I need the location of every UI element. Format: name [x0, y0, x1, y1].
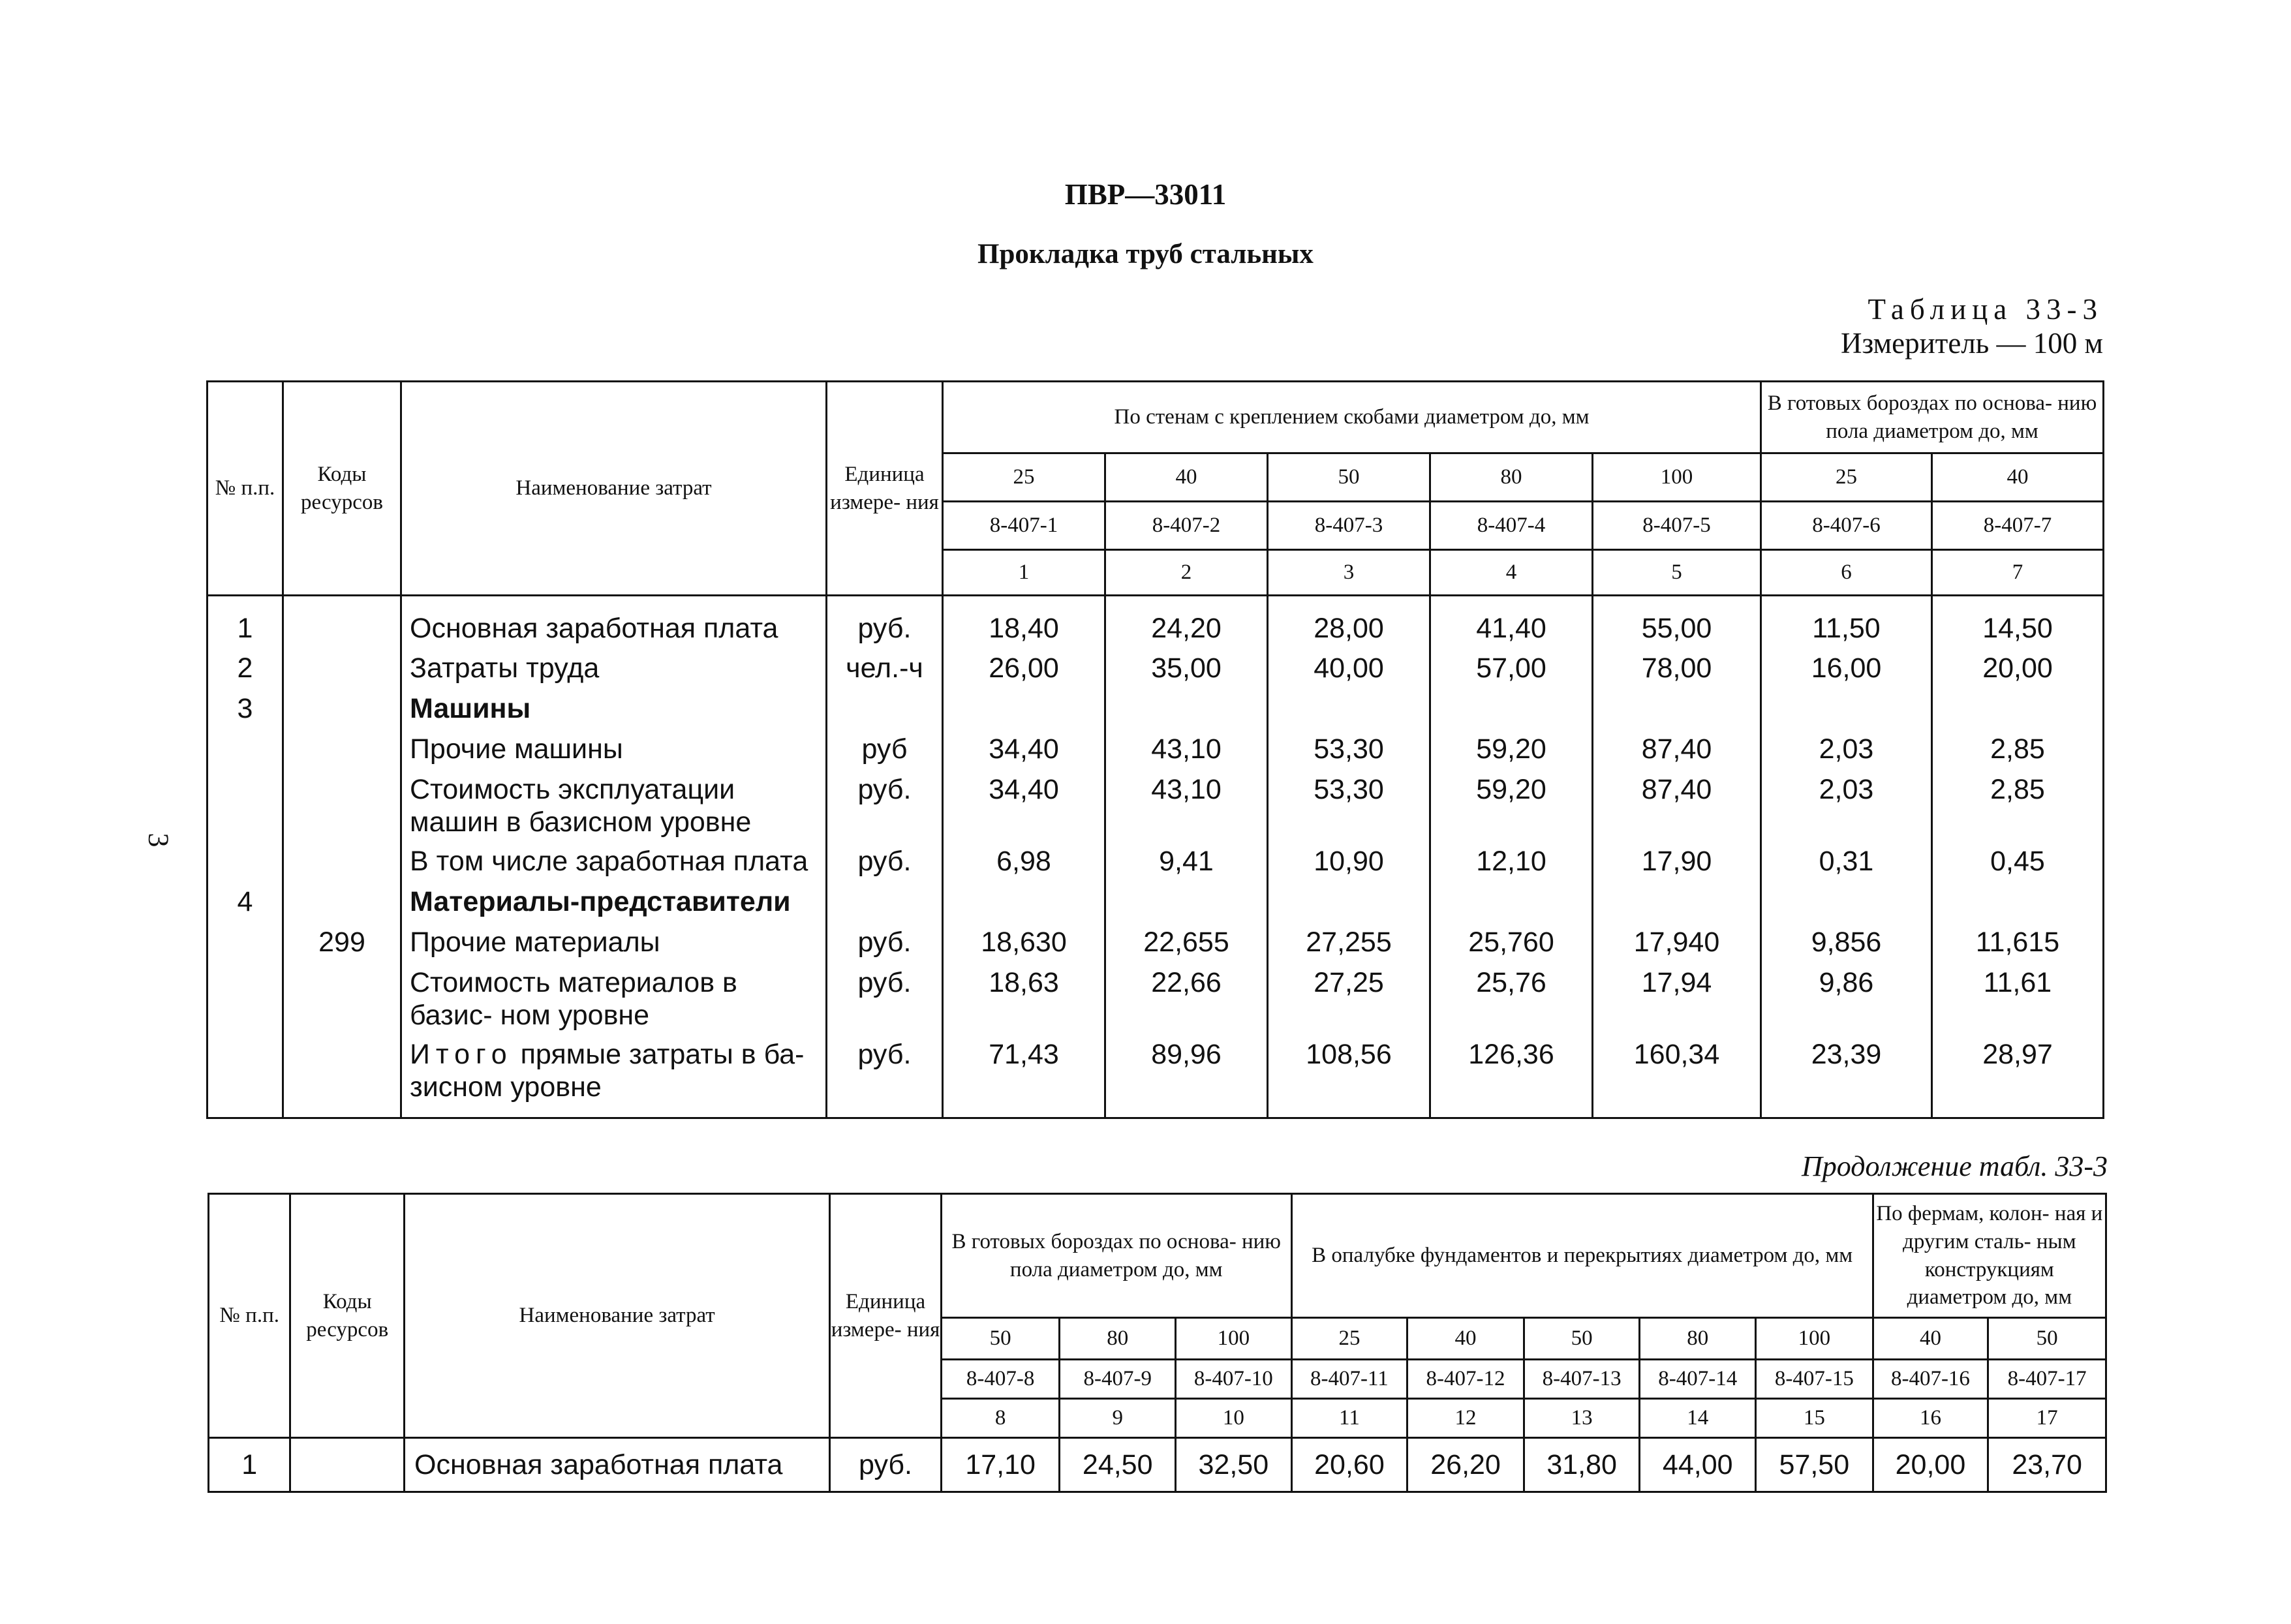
column-number-cell: 10	[1176, 1399, 1292, 1438]
cost-name: Машины	[401, 692, 827, 733]
norm-code-cell: 8-407-11	[1291, 1360, 1407, 1399]
row-number	[208, 966, 283, 1038]
value-cell: 18,40	[943, 596, 1105, 652]
value-cell: 26,20	[1407, 1438, 1524, 1492]
value-cell: 11,615	[1932, 926, 2104, 966]
table-row	[208, 692, 2104, 733]
norm-code-cell: 8-407-2	[1105, 502, 1268, 550]
value-cell: 0,45	[1932, 845, 2104, 885]
value-cell: 44,00	[1640, 1438, 1756, 1492]
header-group-grooves: В готовых бороздах по основа- нию пола диаметром до, мм	[1761, 382, 2104, 453]
table-row	[208, 966, 2104, 1038]
value-cell: 41,40	[1430, 596, 1593, 652]
value-cell	[1593, 692, 1761, 733]
row-number	[208, 773, 283, 845]
measure-unit: Измеритель — 100 м	[1840, 327, 2103, 360]
table-row	[208, 596, 2104, 652]
value-cell: 59,20	[1430, 733, 1593, 773]
value-cell: 14,50	[1932, 596, 2104, 652]
column-number-cell: 16	[1873, 1399, 1988, 1438]
resource-code	[283, 885, 401, 926]
norm-code-cell: 8-407-9	[1060, 1360, 1176, 1399]
table-row	[208, 885, 2104, 926]
value-cell: 23,70	[1988, 1438, 2106, 1492]
table-row	[208, 1038, 2104, 1118]
diameter-cell: 80	[1060, 1318, 1176, 1360]
value-cell: 0,31	[1761, 845, 1932, 885]
resource-code	[283, 692, 401, 733]
column-number-cell: 9	[1060, 1399, 1176, 1438]
header-no: № п.п.	[208, 382, 283, 596]
header-codes: Коды ресурсов	[283, 382, 401, 596]
value-cell	[943, 885, 1105, 926]
value-cell: 78,00	[1593, 652, 1761, 692]
unit-cell: чел.-ч	[827, 652, 943, 692]
table-row	[208, 733, 2104, 773]
unit-cell: руб.	[827, 966, 943, 1038]
header-group-walls: По стенам с креплением скобами диаметром до, мм	[943, 382, 1761, 453]
value-cell: 16,00	[1761, 652, 1932, 692]
value-cell: 24,50	[1060, 1438, 1176, 1492]
value-cell: 31,80	[1524, 1438, 1640, 1492]
table2-header	[209, 1194, 2106, 1438]
row-number	[208, 845, 283, 885]
value-cell	[1761, 885, 1932, 926]
page-number: 3	[142, 833, 175, 848]
unit-cell: руб.	[827, 1038, 943, 1118]
header-codes: Коды ресурсов	[290, 1194, 405, 1438]
norm-code-cell: 8-407-13	[1524, 1360, 1640, 1399]
unit-cell: руб.	[830, 1438, 942, 1492]
diameter-cell: 25	[1761, 453, 1932, 502]
value-cell: 2,03	[1761, 773, 1932, 845]
value-cell: 2,85	[1932, 773, 2104, 845]
column-number-cell: 2	[1105, 550, 1268, 596]
value-cell: 25,76	[1430, 966, 1593, 1038]
resource-table-main	[206, 380, 2104, 1119]
value-cell: 10,90	[1268, 845, 1430, 885]
unit-cell	[827, 692, 943, 733]
column-number-cell: 12	[1407, 1399, 1524, 1438]
cost-name: Материалы-представители	[401, 885, 827, 926]
resource-code	[283, 733, 401, 773]
cost-name: Затраты труда	[401, 652, 827, 692]
value-cell: 35,00	[1105, 652, 1268, 692]
diameter-cell: 40	[1407, 1318, 1524, 1360]
cost-name: В том числе заработная плата	[401, 845, 827, 885]
norm-code-cell: 8-407-16	[1873, 1360, 1988, 1399]
diameter-cell: 50	[1988, 1318, 2106, 1360]
diameter-cell: 50	[941, 1318, 1060, 1360]
value-cell: 18,63	[943, 966, 1105, 1038]
value-cell: 27,25	[1268, 966, 1430, 1038]
value-cell: 34,40	[943, 773, 1105, 845]
value-cell: 18,630	[943, 926, 1105, 966]
resource-code	[290, 1438, 405, 1492]
diameter-cell: 40	[1932, 453, 2104, 502]
table2-body	[209, 1438, 2106, 1492]
header-name: Наименование затрат	[401, 382, 827, 596]
document-code: ПВР—33011	[1064, 178, 1227, 211]
continuation-note: Продолжение табл. 33-3	[1802, 1150, 2108, 1182]
value-cell: 53,30	[1268, 773, 1430, 845]
value-cell	[1932, 885, 2104, 926]
cost-name: Основная заработная плата	[405, 1438, 830, 1492]
value-cell	[1268, 885, 1430, 926]
header-group-trusses: По фермам, колон- ная и другим сталь- ным конструкциям диаметром до, мм	[1873, 1194, 2106, 1318]
value-cell: 55,00	[1593, 596, 1761, 652]
value-cell: 17,10	[941, 1438, 1060, 1492]
value-cell: 59,20	[1430, 773, 1593, 845]
value-cell: 26,00	[943, 652, 1105, 692]
resource-code	[283, 1038, 401, 1118]
diameter-cell: 25	[1291, 1318, 1407, 1360]
table1-body	[208, 596, 2104, 1118]
cost-name-text: прямые затраты в ба- зисном уровне	[410, 1038, 805, 1103]
row-number: 4	[208, 885, 283, 926]
norm-code-cell: 8-407-5	[1593, 502, 1761, 550]
value-cell: 87,40	[1593, 733, 1761, 773]
table-row	[209, 1438, 2106, 1492]
value-cell	[1761, 692, 1932, 733]
value-cell: 160,34	[1593, 1038, 1761, 1118]
value-cell	[1593, 885, 1761, 926]
cost-name-prefix: Итого	[410, 1038, 513, 1070]
value-cell: 40,00	[1268, 652, 1430, 692]
value-cell: 17,90	[1593, 845, 1761, 885]
header-name: Наименование затрат	[405, 1194, 830, 1438]
column-number-cell: 4	[1430, 550, 1593, 596]
value-cell: 9,856	[1761, 926, 1932, 966]
value-cell: 28,97	[1932, 1038, 2104, 1118]
column-number-cell: 1	[943, 550, 1105, 596]
value-cell: 57,00	[1430, 652, 1593, 692]
value-cell: 2,85	[1932, 733, 2104, 773]
value-cell: 25,760	[1430, 926, 1593, 966]
value-cell: 2,03	[1761, 733, 1932, 773]
diameter-cell: 40	[1873, 1318, 1988, 1360]
column-number-cell: 3	[1268, 550, 1430, 596]
value-cell: 24,20	[1105, 596, 1268, 652]
value-cell: 43,10	[1105, 773, 1268, 845]
column-number-cell: 13	[1524, 1399, 1640, 1438]
value-cell: 23,39	[1761, 1038, 1932, 1118]
row-number: 3	[208, 692, 283, 733]
header-unit: Единица измере- ния	[830, 1194, 942, 1438]
column-number-cell: 11	[1291, 1399, 1407, 1438]
norm-code-cell: 8-407-8	[941, 1360, 1060, 1399]
header-unit: Единица измере- ния	[827, 382, 943, 596]
unit-cell: руб.	[827, 845, 943, 885]
resource-code	[283, 596, 401, 652]
value-cell: 12,10	[1430, 845, 1593, 885]
value-cell: 11,61	[1932, 966, 2104, 1038]
value-cell: 43,10	[1105, 733, 1268, 773]
value-cell	[1430, 692, 1593, 733]
value-cell: 11,50	[1761, 596, 1932, 652]
norm-code-cell: 8-407-1	[943, 502, 1105, 550]
cost-name: Стоимость материалов в базис- ном уровне	[401, 966, 827, 1038]
resource-code	[283, 652, 401, 692]
norm-code-cell: 8-407-4	[1430, 502, 1593, 550]
value-cell: 6,98	[943, 845, 1105, 885]
diameter-cell: 80	[1430, 453, 1593, 502]
norm-code-cell: 8-407-10	[1176, 1360, 1292, 1399]
cost-name: Прочие материалы	[401, 926, 827, 966]
value-cell: 32,50	[1176, 1438, 1292, 1492]
norm-code-cell: 8-407-14	[1640, 1360, 1756, 1399]
norm-code-cell: 8-407-17	[1988, 1360, 2106, 1399]
value-cell: 87,40	[1593, 773, 1761, 845]
value-cell: 20,60	[1291, 1438, 1407, 1492]
value-cell: 20,00	[1873, 1438, 1988, 1492]
document-subtitle: Прокладка труб стальных	[977, 239, 1314, 269]
value-cell	[1268, 692, 1430, 733]
unit-cell: руб.	[827, 926, 943, 966]
value-cell: 9,86	[1761, 966, 1932, 1038]
column-number-cell: 7	[1932, 550, 2104, 596]
table-row	[208, 926, 2104, 966]
norm-code-cell: 8-407-6	[1761, 502, 1932, 550]
diameter-cell: 50	[1524, 1318, 1640, 1360]
norm-code-cell: 8-407-7	[1932, 502, 2104, 550]
norm-code-cell: 8-407-3	[1268, 502, 1430, 550]
value-cell: 71,43	[943, 1038, 1105, 1118]
norm-code-cell: 8-407-15	[1756, 1360, 1873, 1399]
value-cell	[1105, 692, 1268, 733]
unit-cell: руб.	[827, 596, 943, 652]
value-cell	[943, 692, 1105, 733]
diameter-cell: 80	[1640, 1318, 1756, 1360]
cost-name: Прочие машины	[401, 733, 827, 773]
value-cell: 34,40	[943, 733, 1105, 773]
value-cell: 108,56	[1268, 1038, 1430, 1118]
row-number: 1	[209, 1438, 290, 1492]
resource-code	[283, 773, 401, 845]
value-cell: 9,41	[1105, 845, 1268, 885]
norm-code-cell: 8-407-12	[1407, 1360, 1524, 1399]
column-number-cell: 6	[1761, 550, 1932, 596]
value-cell: 17,940	[1593, 926, 1761, 966]
value-cell: 22,66	[1105, 966, 1268, 1038]
value-cell	[1105, 885, 1268, 926]
table-row	[208, 845, 2104, 885]
diameter-cell: 100	[1756, 1318, 1873, 1360]
value-cell: 57,50	[1756, 1438, 1873, 1492]
row-number	[208, 1038, 283, 1118]
diameter-cell: 25	[943, 453, 1105, 502]
unit-cell	[827, 885, 943, 926]
header-group-grooves: В готовых бороздах по основа- нию пола диаметром до, мм	[941, 1194, 1291, 1318]
row-number	[208, 733, 283, 773]
value-cell: 89,96	[1105, 1038, 1268, 1118]
unit-cell: руб	[827, 733, 943, 773]
cost-name	[401, 1038, 827, 1118]
column-number-cell: 8	[941, 1399, 1060, 1438]
table1-header	[208, 382, 2104, 596]
resource-table-continuation	[208, 1193, 2107, 1493]
value-cell: 17,94	[1593, 966, 1761, 1038]
diameter-cell: 100	[1176, 1318, 1292, 1360]
table-row	[208, 773, 2104, 845]
header-group-formwork: В опалубке фундаментов и перекрытиях диаметром до, мм	[1291, 1194, 1873, 1318]
column-number-cell: 17	[1988, 1399, 2106, 1438]
header-no: № п.п.	[209, 1194, 290, 1438]
column-number-cell: 15	[1756, 1399, 1873, 1438]
table-label: Таблица 33-3	[1868, 293, 2103, 326]
unit-cell: руб.	[827, 773, 943, 845]
value-cell: 22,655	[1105, 926, 1268, 966]
value-cell: 126,36	[1430, 1038, 1593, 1118]
resource-code: 299	[283, 926, 401, 966]
resource-code	[283, 966, 401, 1038]
value-cell: 20,00	[1932, 652, 2104, 692]
value-cell	[1932, 692, 2104, 733]
cost-name: Основная заработная плата	[401, 596, 827, 652]
cost-name: Стоимость эксплуатации машин в базисном уровне	[401, 773, 827, 845]
row-number: 1	[208, 596, 283, 652]
row-number	[208, 926, 283, 966]
column-number-cell: 14	[1640, 1399, 1756, 1438]
diameter-cell: 50	[1268, 453, 1430, 502]
diameter-cell: 100	[1593, 453, 1761, 502]
value-cell: 27,255	[1268, 926, 1430, 966]
column-number-cell: 5	[1593, 550, 1761, 596]
value-cell: 53,30	[1268, 733, 1430, 773]
row-number: 2	[208, 652, 283, 692]
resource-code	[283, 845, 401, 885]
value-cell	[1430, 885, 1593, 926]
value-cell: 28,00	[1268, 596, 1430, 652]
diameter-cell: 40	[1105, 453, 1268, 502]
table-row	[208, 652, 2104, 692]
